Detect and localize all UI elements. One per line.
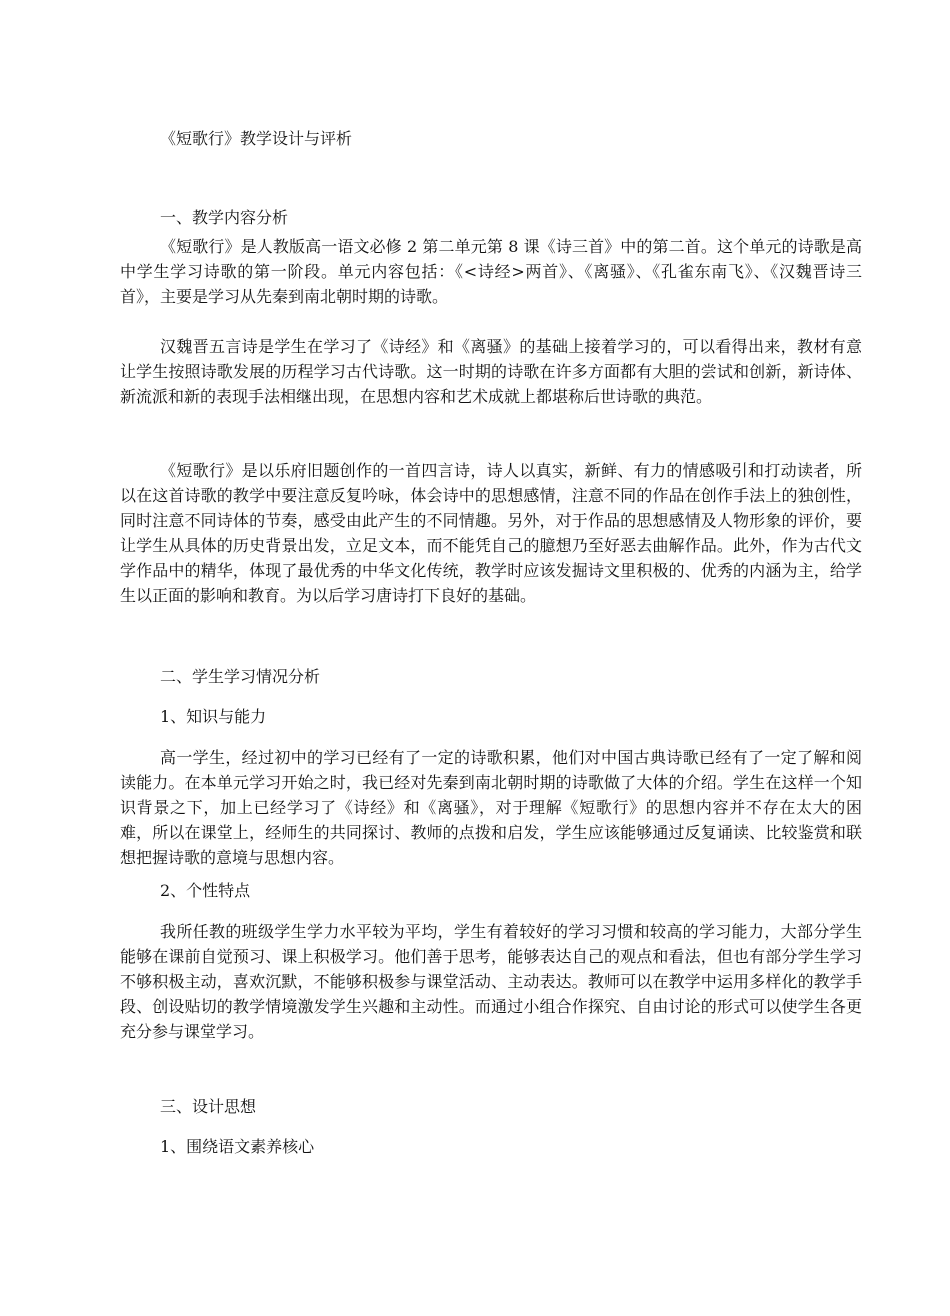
- subheading-personality-traits: 2、个性特点: [160, 881, 251, 900]
- document-title: 《短歌行》教学设计与评析: [160, 129, 353, 148]
- section-heading-design-thinking: 三、设计思想: [160, 1097, 257, 1116]
- paragraph-teaching-focus: 《短歌行》是以乐府旧题创作的一首四言诗，诗人以真实，新鲜、有力的情感吸引和打动读者，所以在这首诗歌的教学中要注意反复吟咏，体会诗中的思想感情，注意不同的作品在创作手法上的独创性，同时注意不同诗体的节奏，感受由此产生的不同情趣。另外，对于作品的思想感情及人物形象的评价，要让学生从具体的历史背景出发，立足文本，而不能凭自己的臆想乃至好恶去曲解作品。此外，作为古代文学作品中的精华，体现了最优秀的中华文化传统，教学时应该发掘诗文里积极的、优秀的内涵为主，给学生以正面的影响和教育。为以后学习唐诗打下良好的基础。: [120, 461, 862, 605]
- paragraph-knowledge-ability: 高一学生，经过初中的学习已经有了一定的诗歌积累，他们对中国古典诗歌已经有了一定了解和阅读能力。在本单元学习开始之时，我已经对先秦到南北朝时期的诗歌做了大体的介绍。学生在这样一个知识背景之下，加上已经学习了《诗经》和《离骚》，对于理解《短歌行》的思想内容并不存在太大的困难，所以在课堂上，经师生的共同探讨、教师的点拨和启发，学生应该能够通过反复诵读、比较鉴赏和联想把握诗歌的意境与思想内容。: [120, 748, 862, 867]
- section-heading-student-analysis: 二、学生学习情况分析: [160, 667, 321, 686]
- section-heading-content-analysis: 一、教学内容分析: [160, 208, 289, 227]
- paragraph-unit-overview: 《短歌行》是人教版高一语文必修 2 第二单元第 8 课《诗三首》中的第二首。这个单元的诗歌是高中学生学习诗歌的第一阶段。单元内容包括：《<诗经>两首》、《离骚》、《孔雀东南飞》、《汉魏晋诗三首》，主要是学习从先秦到南北朝时期的诗歌。: [120, 237, 862, 306]
- subheading-knowledge-ability: 1、知识与能力: [160, 707, 267, 726]
- paragraph-han-wei-poetry: 汉魏晋五言诗是学生在学习了《诗经》和《离骚》的基础上接着学习的，可以看得出来，教材有意让学生按照诗歌发展的历程学习古代诗歌。这一时期的诗歌在许多方面都有大胆的尝试和创新，新诗体、新流派和新的表现手法相继出现，在思想内容和艺术成就上都堪称后世诗歌的典范。: [120, 337, 862, 406]
- paragraph-personality-traits: 我所任教的班级学生学力水平较为平均，学生有着较好的学习习惯和较高的学习能力，大部分学生能够在课前自觉预习、课上积极学习。他们善于思考，能够表达自己的观点和看法，但也有部分学生学习不够积极主动，喜欢沉默，不能够积极参与课堂活动、主动表达。教师可以在教学中运用多样化的教学手段、创设贴切的教学情境激发学生兴趣和主动性。而通过小组合作探究、自由讨论的形式可以使学生各更充分参与课堂学习。: [120, 922, 862, 1041]
- subheading-literacy-core: 1、围绕语文素养核心: [160, 1137, 315, 1156]
